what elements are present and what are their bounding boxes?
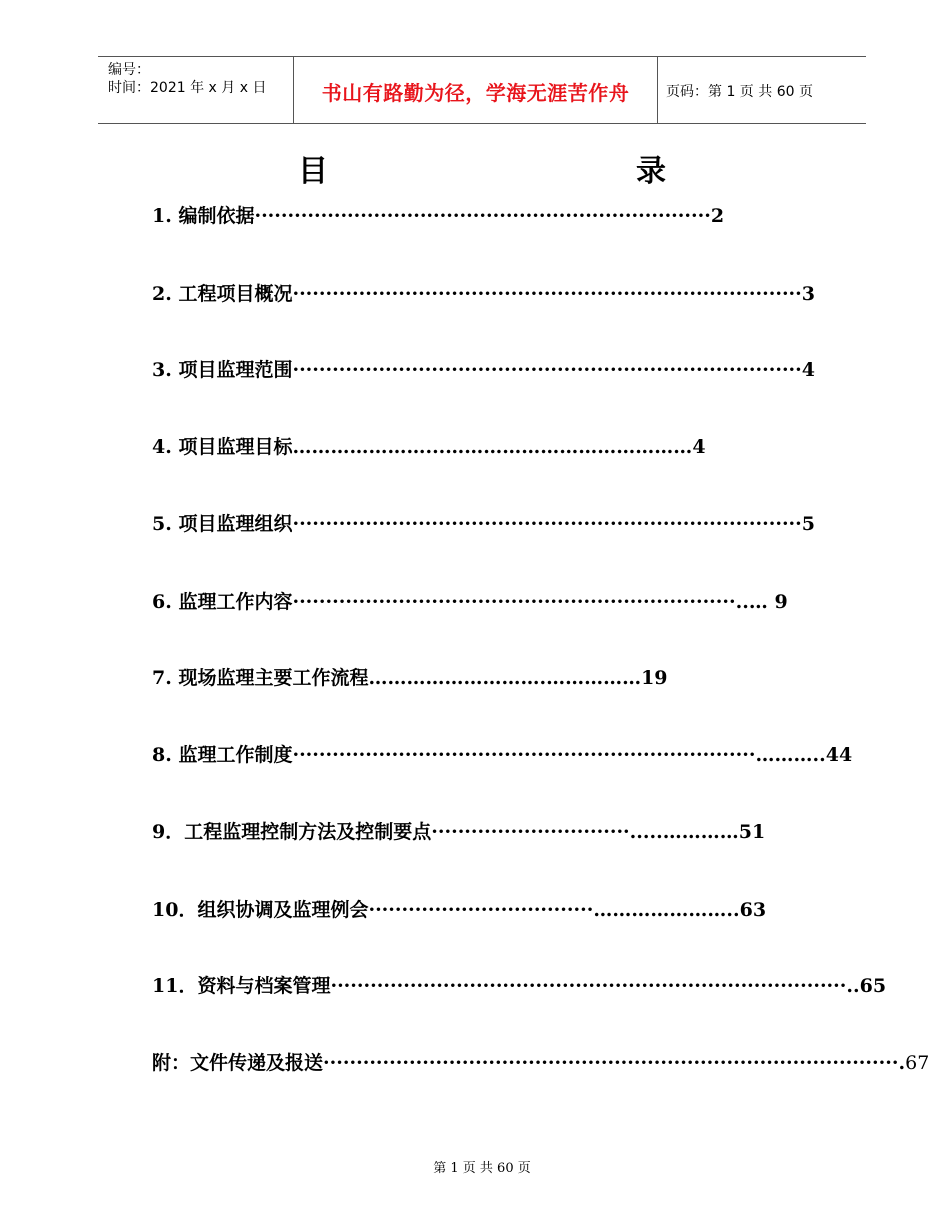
toc-entry[interactable] [152, 358, 815, 382]
toc-entry[interactable] [152, 282, 815, 306]
toc-entry[interactable] [152, 1051, 929, 1075]
toc-entry[interactable] [152, 974, 886, 998]
toc-leader-dots: …………………...………………………………… [292, 436, 693, 458]
header-info-cell [98, 57, 294, 123]
toc-entry-label: 1. 编制依据 [152, 205, 255, 227]
toc-leader-dots: ·······················································································. [323, 1052, 906, 1074]
toc-leader-dots: ····································································· [254, 205, 711, 227]
toc-leader-dots: ············································································· [292, 359, 802, 381]
toc-entry-page: 65 [859, 975, 887, 997]
toc-entry[interactable] [152, 820, 765, 844]
toc-entry[interactable] [152, 435, 706, 459]
toc-entry-label: 6. 监理工作内容 [152, 591, 293, 613]
toc-entry-label: 10．组织协调及监理例会 [152, 899, 369, 921]
toc-entry-label: 2. 工程项目概况 [152, 283, 293, 305]
toc-leader-dots: ············································································· [292, 283, 802, 305]
toc-leader-dots: ··············································································.. [330, 975, 860, 997]
toc-entry[interactable] [152, 512, 815, 536]
toc-entry-label: 3. 项目监理范围 [152, 359, 293, 381]
toc-entry-label: 附：文件传递及报送 [152, 1052, 324, 1074]
toc-entry[interactable] [152, 666, 668, 690]
header-motto-cell [294, 57, 658, 123]
toc-entry-label: 7. 现场监理主要工作流程 [152, 667, 369, 689]
page-footer: 第 1 页 共 60 页 [433, 1161, 531, 1176]
toc-entry-page: 67 [905, 1052, 930, 1074]
header-page-info: 页码：第 1 页 共 60 页 [666, 84, 813, 100]
toc-leader-dots: ··································………………….. [368, 899, 740, 921]
document-date-label: 时间：2021 年 x 月 x 日 [108, 80, 267, 96]
toc-leader-dots: ……………………….…………… [368, 667, 642, 689]
toc-entry-label: 11．资料与档案管理 [152, 975, 331, 997]
toc-entry-page: 51 [738, 821, 766, 843]
toc-leader-dots: ············································································· [292, 513, 802, 535]
toc-entry-page: 63 [739, 899, 767, 921]
document-header [98, 56, 866, 124]
toc-title-right-char: 录 [636, 154, 666, 189]
toc-entry[interactable] [152, 898, 766, 922]
toc-title-left-char: 目 [298, 154, 328, 189]
toc-entry-page: 9 [767, 591, 788, 613]
toc-entry-page: 4 [692, 436, 706, 458]
toc-entry-page: 4 [801, 359, 816, 381]
toc-entry[interactable] [152, 204, 724, 228]
toc-entry-page: 3 [801, 283, 816, 305]
toc-title [0, 146, 950, 189]
toc-entry-label: 8. 监理工作制度 [152, 744, 293, 766]
toc-entry-label: 4. 项目监理目标 [152, 436, 293, 458]
toc-entry-label: 5. 项目监理组织 [152, 513, 293, 535]
header-motto: 书山有路勤为径，学海无涯苦作舟 [321, 81, 630, 105]
document-number-label: 编号： [108, 62, 150, 78]
header-page-cell [658, 57, 866, 123]
toc-entry-page: 5 [801, 513, 816, 535]
toc-leader-dots: ···································································..… [292, 591, 768, 613]
toc-entry-label: 9．工程监理控制方法及控制要点 [152, 821, 432, 843]
toc-entry-page: 19 [641, 667, 668, 689]
toc-entry[interactable] [152, 743, 852, 767]
toc-entry-page: 2 [710, 205, 725, 227]
toc-entry-page: 44 [825, 744, 853, 766]
toc-leader-dots: ······································································……….. [292, 744, 826, 766]
toc-entry[interactable] [152, 590, 788, 614]
toc-leader-dots: ······························.....………… [431, 821, 739, 843]
